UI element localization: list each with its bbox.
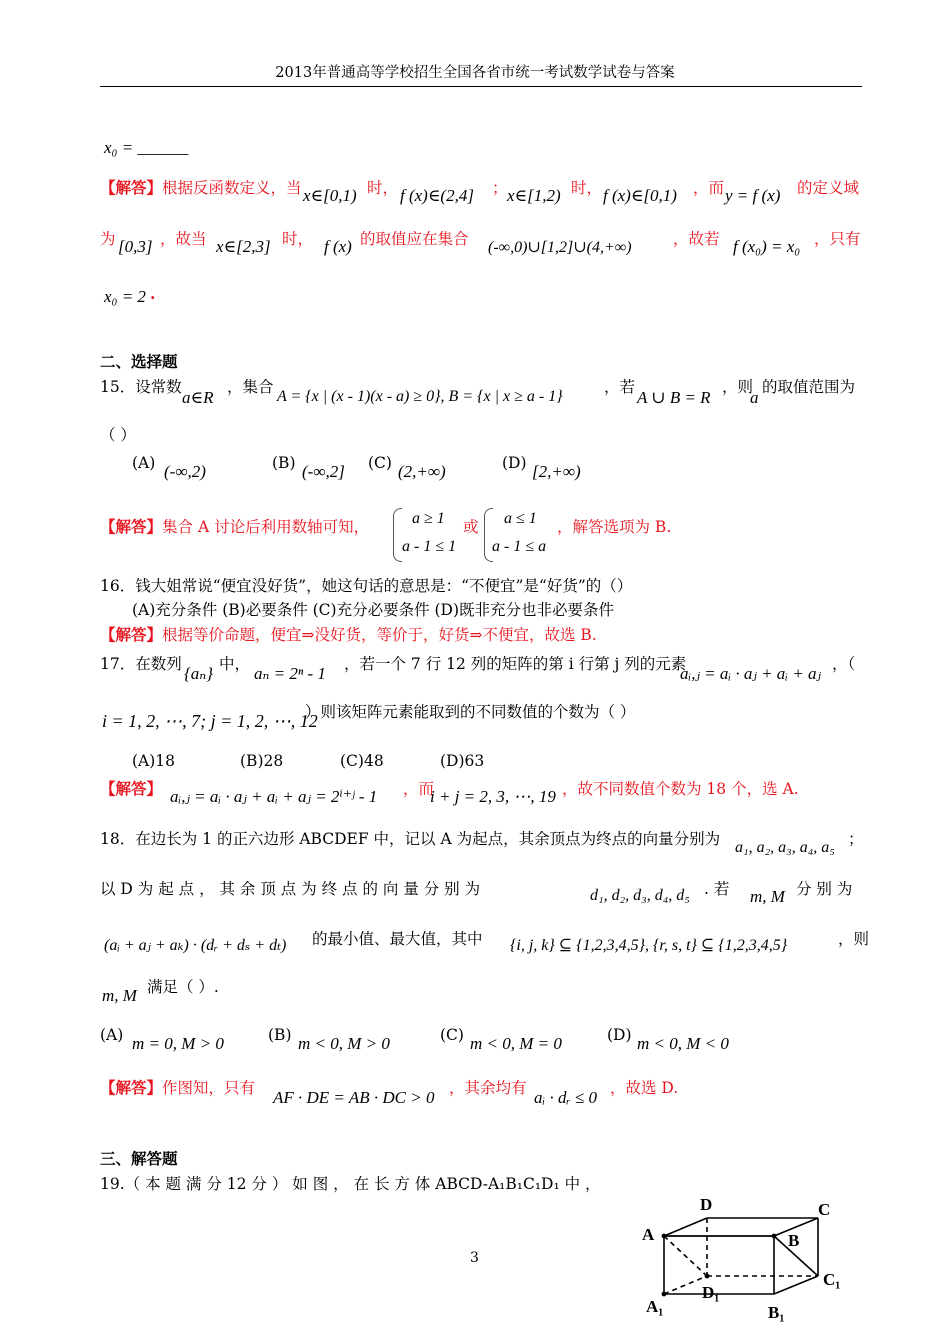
q15-math-3: A ∪ B = R [637, 388, 711, 407]
q15-math-2: A = {x | (x - 1)(x - a) ≥ 0}, B = {x | x ≥ a - 1} [277, 388, 563, 405]
q18-text-1: 18．在边长为 1 的正六边形 ABCDEF 中，记以 A 为起点，其余顶点为终点的向量分别为 [100, 830, 721, 848]
q15-or: 或 [463, 518, 479, 536]
q18-text-4: . 若 [704, 880, 730, 898]
label-A: A [642, 1225, 655, 1244]
label-A1: A₁ [646, 1297, 664, 1316]
q17-answer-math-2: i + j = 2, 3, ⋯, 19 [430, 787, 556, 806]
q18-option-d-value: m < 0, M < 0 [637, 1034, 729, 1053]
q18-option-b-label: (B) [268, 1026, 292, 1044]
q18-option-c-label: (C) [440, 1026, 464, 1044]
q14-math-8: f (x) [324, 237, 352, 256]
q18-option-a-value: m = 0, M > 0 [132, 1034, 224, 1053]
q17-math-2: aₙ = 2ⁿ - 1 [254, 664, 326, 683]
label-D: D [700, 1195, 713, 1214]
q15-text-2: ，集合 [227, 378, 274, 396]
edge-AD1-hidden [664, 1236, 707, 1276]
q18-text-3: 以 D 为 起 点 ， 其 余 顶 点 为 终 点 的 向 量 分 别 为 [100, 880, 481, 898]
q15-sys2-row2: a - 1 ≤ a [492, 538, 547, 555]
q17-text-5: ）则该矩阵元素能取到的不同数值的个数为（ ） [305, 703, 636, 721]
q15-math-4: a [750, 388, 759, 407]
q15-sys1-row1: a ≥ 1 [412, 510, 445, 527]
q17-answer-text-1: ，而 [403, 780, 435, 798]
q14-text-12: . [150, 284, 156, 303]
q18-math-6: m, M [102, 986, 137, 1005]
q18-option-d-label: (D) [607, 1026, 632, 1044]
q14-text-4: ，而 [693, 179, 725, 197]
q14-text-3: 时， [571, 179, 603, 197]
section-2-title: 二、选择题 [100, 352, 178, 371]
section-3-title: 三、解答题 [100, 1149, 178, 1168]
edge-B1C1 [774, 1276, 818, 1294]
q14-math-4: f (x)∈[0,1) [603, 186, 677, 205]
q17-option-b: (B)28 [240, 752, 284, 770]
q15-math-1: a∈R [182, 388, 214, 407]
q15-text-4: ，则 [722, 378, 754, 396]
q18-option-b-value: m < 0, M > 0 [298, 1034, 390, 1053]
q15-option-a-label: (A) [132, 454, 156, 472]
q14-text-7: ，故当 [160, 230, 207, 248]
q18-math-2: d₁, d₂, d₃, d₄, d₅ [590, 887, 690, 904]
q18-math-1: a₁, a₂, a₃, a₄, a₅ [735, 839, 835, 856]
q14-math-2: f (x)∈(2,4] [400, 186, 474, 205]
q15-paren: （ ） [100, 426, 136, 444]
q18-math-3: m, M [750, 887, 785, 906]
q17-option-c: (C)48 [340, 752, 384, 770]
q14-math-11: x₀ = 2 [104, 287, 146, 306]
label-C1: C₁ [823, 1270, 841, 1289]
q15-brace-1 [393, 508, 402, 562]
q15-answer-text: 【解答】集合 A 讨论后利用数轴可知， [100, 517, 370, 536]
q14-text-1: 时， [367, 179, 399, 197]
q14-answer-tag: 【解答】根据反函数定义，当 [100, 178, 302, 197]
q18-text-7: ，则 [838, 930, 870, 948]
q14-text-9: 的取值应在集合 [360, 230, 469, 248]
q14-text-5: 的定义域 [797, 179, 860, 197]
q15-option-b-label: (B) [272, 454, 296, 472]
q15-text-3: ，若 [604, 378, 636, 396]
q19-text: 19.（ 本 题 满 分 12 分 ） 如 图 ， 在 长 方 体 ABCD-A₁B₁C₁D₁ 中 ， [100, 1175, 601, 1193]
q17-option-d: (D)63 [440, 752, 485, 770]
q14-math-6: [0,3] [118, 237, 153, 256]
label-B: B [788, 1231, 800, 1250]
q14-text-6: 为 [100, 230, 116, 248]
q14-blank: x₀ = ______ [104, 138, 189, 157]
q14-text-8: 时， [282, 230, 314, 248]
q18-answer-text-3: ，故选 D. [610, 1079, 679, 1097]
q17-text-2: 中， [219, 655, 251, 673]
q15-option-d-value: [2,+∞) [532, 462, 581, 481]
edge-AD [664, 1218, 707, 1236]
label-D1: D₁ [702, 1283, 720, 1302]
q14-math-7: x∈[2,3] [216, 237, 271, 256]
edge-A1D1-hidden [664, 1276, 707, 1294]
q15-text-5: 的取值范围为 [762, 378, 856, 396]
q17-math-3: aᵢ,ⱼ = aᵢ · aⱼ + aᵢ + aⱼ [680, 664, 821, 683]
q18-option-c-value: m < 0, M = 0 [470, 1034, 562, 1053]
q18-answer-text-1: 【解答】作图知，只有 [100, 1078, 256, 1097]
q18-math-5: {i, j, k} ⊆ {1,2,3,4,5}, {r, s, t} ⊆ {1,2,3,4,5} [510, 937, 788, 954]
header-rule [100, 86, 862, 87]
q15-option-a-value: (-∞,2) [164, 462, 206, 481]
q14-math-9: (-∞,0)∪[1,2]∪(4,+∞) [488, 239, 632, 256]
q16-question: 16．钱大姐常说“便宜没好货”，她这句话的意思是：“不便宜”是“好货”的（） [100, 577, 633, 595]
q17-text-4: ，（ [832, 655, 856, 673]
q17-text-3: ，若一个 7 行 12 列的矩阵的第 i 行第 j 列的元素 [344, 655, 687, 673]
q18-option-a-label: (A) [100, 1026, 124, 1044]
label-C: C [818, 1200, 831, 1219]
q15-answer-end: ，解答选项为 B. [557, 518, 672, 536]
q17-option-a: (A)18 [132, 752, 176, 770]
q18-answer-math-1: AF · DE = AB · DC > 0 [273, 1088, 435, 1107]
q14-math-1: x∈[0,1) [303, 186, 357, 205]
q16-answer: 【解答】根据等价命题，便宜⇒没好货，等价于，好货⇒不便宜，故选 B. [100, 625, 597, 644]
q15-option-c-label: (C) [368, 454, 392, 472]
q18-text-2: ； [848, 830, 864, 848]
q17-math-1: {aₙ} [184, 664, 213, 683]
q18-text-6: 的最小值、最大值，其中 [312, 930, 483, 948]
q15-sys2-row1: a ≤ 1 [504, 510, 537, 527]
q18-text-8: 满足（ ）. [147, 978, 219, 996]
q15-sys1-row2: a - 1 ≤ 1 [402, 538, 457, 555]
q18-math-4: (aᵢ + aⱼ + aₖ) · (dᵣ + dₛ + dₜ) [104, 937, 287, 954]
q18-text-5: 分 别 为 [796, 880, 853, 898]
q17-answer-text-2: ，故不同数值个数为 18 个，选 A. [562, 780, 799, 798]
q16-options: (A)充分条件 (B)必要条件 (C)充分必要条件 (D)既非充分也非必要条件 [132, 601, 615, 619]
q14-text-2: ； [492, 179, 508, 197]
q14-text-10: ，故若 [673, 230, 720, 248]
q14-math-10: f (x₀) = x₀ [733, 237, 801, 256]
q17-math-4: i = 1, 2, ⋯, 7; j = 1, 2, ⋯, 12 [102, 711, 318, 731]
q14-text-11: ，只有 [814, 230, 861, 248]
q14-math-3: x∈[1,2) [507, 186, 561, 205]
q15-option-d-label: (D) [502, 454, 527, 472]
q15-option-c-value: (2,+∞) [398, 462, 446, 481]
page-number: 3 [470, 1250, 479, 1266]
label-B1: B₁ [768, 1303, 785, 1322]
page-header-title: 2013年普通高等学校招生全国各省市统一考试数学试卷与答案 [275, 65, 675, 81]
q14-math-5: y = f (x) [725, 186, 781, 205]
q17-answer-tag: 【解答】 [100, 779, 163, 798]
q18-answer-math-2: aᵢ · dᵣ ≤ 0 [534, 1088, 597, 1107]
q17-answer-math-1: aᵢ,ⱼ = aᵢ · aⱼ + aᵢ + aⱼ = 2ⁱ⁺ʲ - 1 [170, 787, 378, 806]
q15-text-1: 15．设常数 [100, 378, 182, 396]
q15-option-b-value: (-∞,2] [302, 462, 345, 481]
q17-text-1: 17．在数列 [100, 655, 182, 673]
q18-answer-text-2: ，其余均有 [449, 1079, 527, 1097]
cuboid-figure [630, 1190, 860, 1340]
